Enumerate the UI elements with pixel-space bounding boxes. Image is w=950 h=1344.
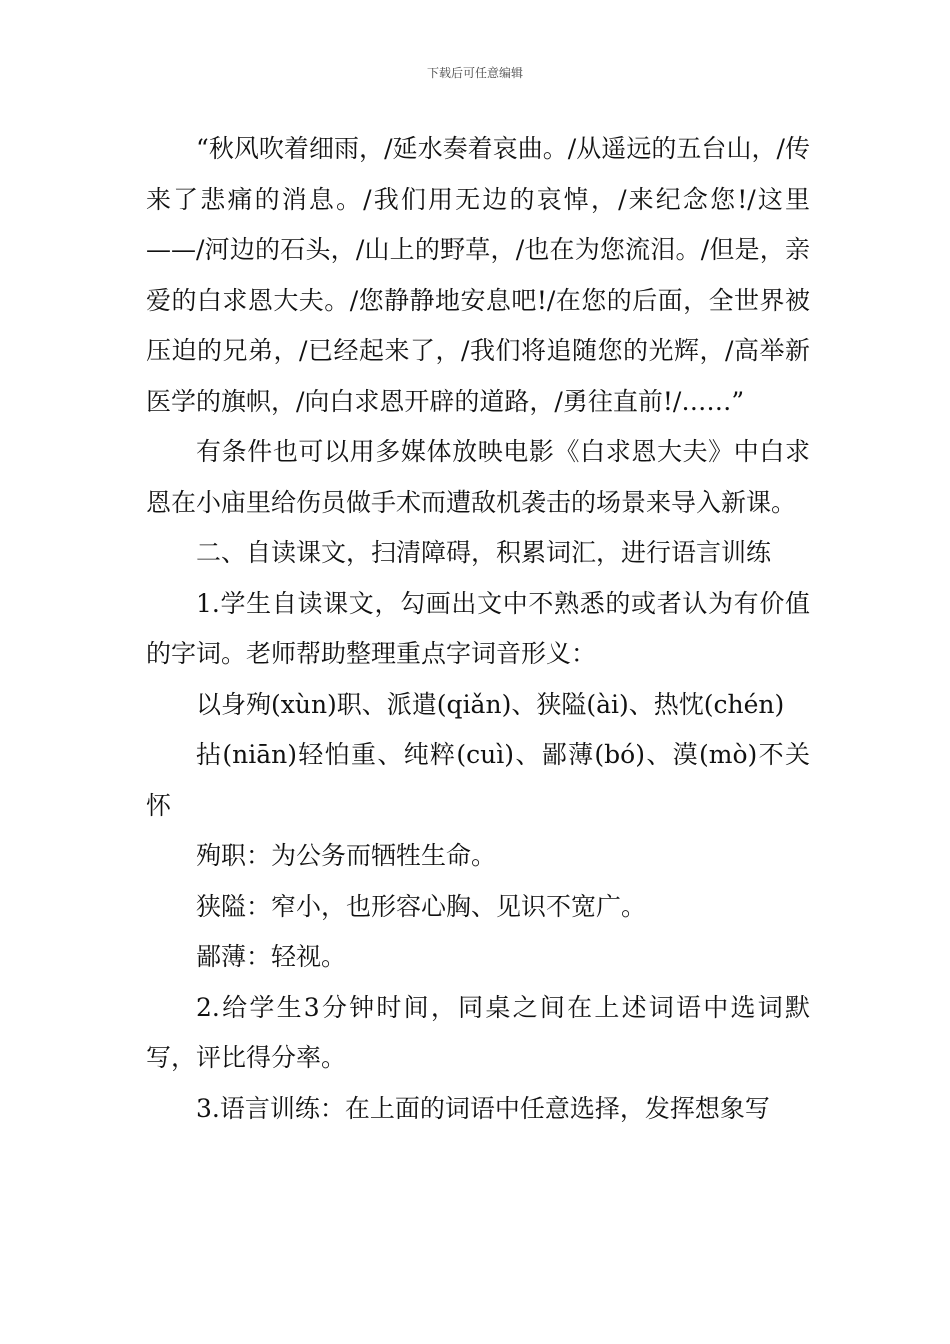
definition-xunzhi: 殉职：为公务而牺牲生命。 xyxy=(196,841,497,870)
section-heading: 二、自读课文，扫清障碍，积累词汇，进行语言训练 xyxy=(196,538,772,567)
film-suggestion-paragraph: 有条件也可以用多媒体放映电影《白求恩大夫》中白求恩在小庙里给伤员做手术而遭敌机袭击的场景来导入新课。 xyxy=(146,437,810,517)
step-2-paragraph: 2.给学生3分钟时间，同桌之间在上述词语中选词默写，评比得分率。 xyxy=(146,992,810,1072)
document-body xyxy=(146,124,810,1134)
step-3-paragraph: 3.语言训练：在上面的词语中任意选择，发挥想象写 xyxy=(196,1093,770,1123)
vocab-line-1: 以身殉(xùn)职、派遣(qiǎn)、狭隘(ài)、热忱(chén) xyxy=(196,689,785,719)
vocab-line-2: 拈(niān)轻怕重、纯粹(cuì)、鄙薄(bó)、漠(mò)不关怀 xyxy=(146,740,810,820)
definition-xiaai: 狭隘：窄小，也形容心胸、见识不宽广。 xyxy=(196,891,647,921)
poem-paragraph: “秋风吹着细雨，/延水奏着哀曲。/从遥远的五台山，/传来了悲痛的消息。/我们用无边的哀悼，/来纪念您!/这里——/河边的石头，/山上的野草，/也在为您流泪。/但是，亲爱的白求恩大夫。/您静静地安息吧!/在您的后面，全世界被压迫的兄弟，/已经起来了，/我们将追随您的光辉，/高举新医学的旗帜，/向白求恩开辟的道路，/勇往直前!/……” xyxy=(146,134,810,416)
definition-bibo: 鄙薄：轻视。 xyxy=(196,942,347,971)
step-1-paragraph: 1.学生自读课文，勾画出文中不熟悉的或者认为有价值的字词。老师帮助整理重点字词音形义： xyxy=(146,588,810,668)
page-header: 下载后可任意编辑 xyxy=(426,66,523,80)
